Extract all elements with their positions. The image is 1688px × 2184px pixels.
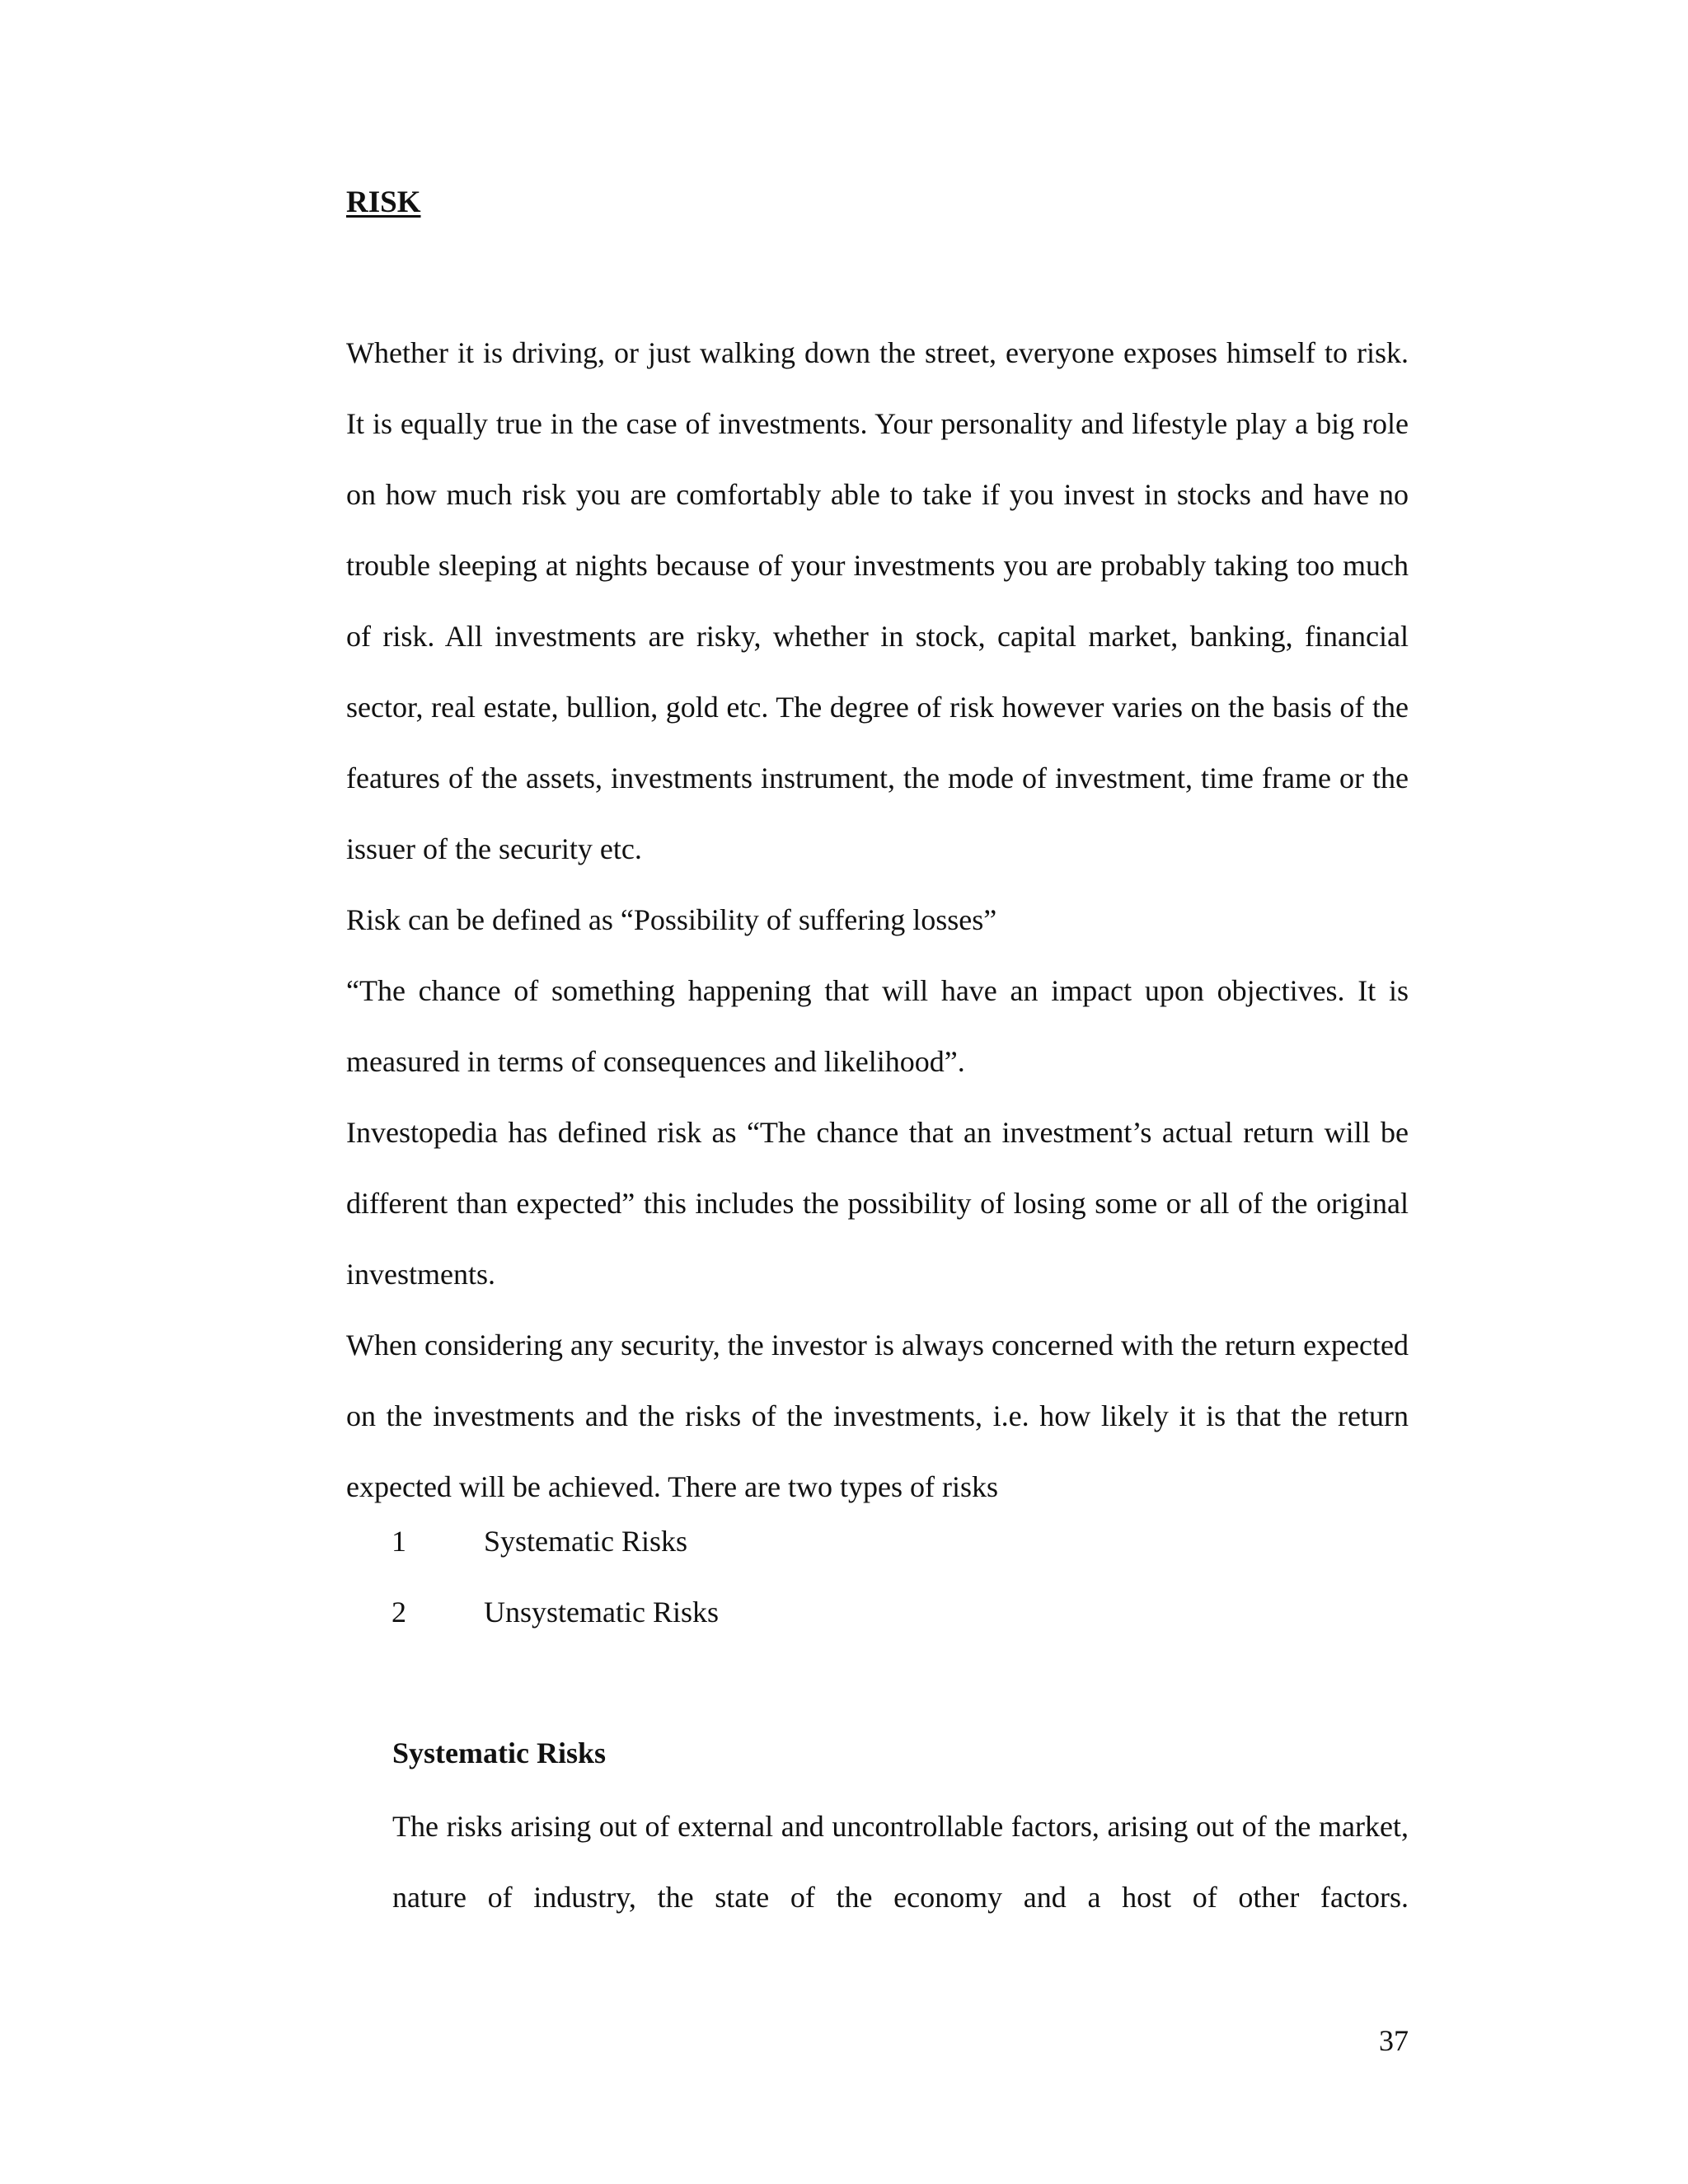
systematic-risks-heading: Systematic Risks bbox=[392, 1736, 606, 1769]
list-item bbox=[392, 1577, 719, 1647]
list-item bbox=[392, 1506, 719, 1577]
risk-definition-line: Risk can be defined as “Possibility of suffering losses” bbox=[346, 903, 997, 936]
list-item-number: 1 bbox=[392, 1525, 406, 1558]
systematic-risks-paragraph: The risks arising out of external and uncontrollable factors, arising out of the market, nature of industry, the state of the economy and a host of other factors. bbox=[392, 1810, 1409, 1914]
risk-types-list bbox=[392, 1506, 719, 1647]
investopedia-paragraph: Investopedia has defined risk as “The chance that an investment’s actual return will be different than expected” this includes the possibility of losing some or all of the original investments. bbox=[346, 1116, 1409, 1291]
intro-paragraph: Whether it is driving, or just walking down the street, everyone exposes himself to risk. It is equally true in the case of investments. Your personality and lifestyle play a big role on how much risk you are comfortably able to take if you invest in stocks and have no trouble sleeping at nights because of your investments you are probably taking too much of risk. All investments are risky, whether in stock, capital market, banking, financial sector, real estate, bullion, gold etc. The degree of risk however varies on the basis of the features of the assets, investments instrument, the mode of investment, time frame or the issuer of the security etc. bbox=[346, 336, 1409, 865]
list-item-label: Unsystematic Risks bbox=[484, 1596, 719, 1629]
risk-quote-paragraph: “The chance of something happening that will have an impact upon objectives. It is measured in terms of consequences and likelihood”. bbox=[346, 974, 1409, 1078]
body-text bbox=[346, 317, 1409, 1522]
security-paragraph: When considering any security, the investor is always concerned with the return expected on the investments and the risks of the investments, i.e. how likely it is that the return expected will be achieved. There are two types of risks bbox=[346, 1329, 1409, 1503]
page-number: 37 bbox=[1379, 2024, 1409, 2057]
list-item-label: Systematic Risks bbox=[484, 1525, 688, 1558]
page-heading: RISK bbox=[346, 185, 421, 219]
list-item-number: 2 bbox=[392, 1596, 406, 1629]
